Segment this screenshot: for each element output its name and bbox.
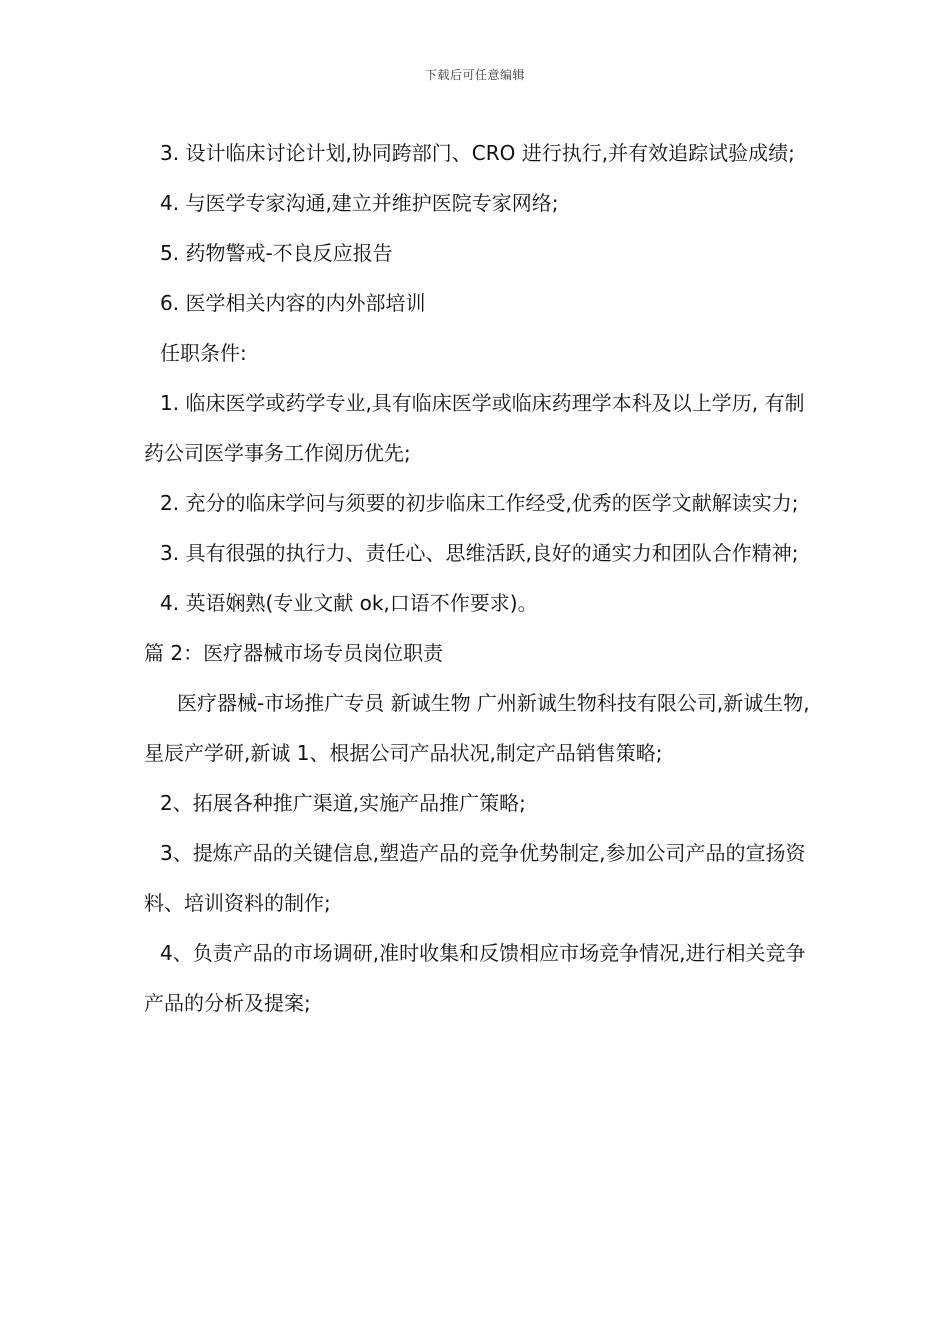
paragraph-task-2: 2、拓展各种推广渠道,实施产品推广策略; xyxy=(160,791,526,815)
paragraph-req-3: 3. 具有很强的执行力、责任心、思维活跃,良好的通实力和团队合作精神; xyxy=(160,541,799,565)
section-heading-requirements: 任职条件: xyxy=(160,341,247,365)
paragraph-task-3: 3、提炼产品的关键信息,塑造产品的竞争优势制定,参加公司产品的宣扬资料、培训资料的制作; xyxy=(144,841,806,915)
paragraph-task-4: 4、负责产品的市场调研,准时收集和反馈相应市场竞争情况,进行相关竞争产品的分析及提案; xyxy=(144,941,806,1015)
paragraph-req-1: 1. 临床医学或药学专业,具有临床医学或临床药理学本科及以上学历, 有制药公司医学事务工作阅历优先; xyxy=(144,391,805,465)
paragraph-intro: 医疗器械-市场推广专员 新诚生物 广州新诚生物科技有限公司,新诚生物,星辰产学研,新诚 1、根据公司产品状况,制定产品销售策略; xyxy=(144,691,810,765)
paragraph-duty-4: 4. 与医学专家沟通,建立并维护医院专家网络; xyxy=(160,191,559,215)
article-title: 篇 2：医疗器械市场专员岗位职责 xyxy=(144,641,444,665)
paragraph-req-2: 2. 充分的临床学问与须要的初步临床工作经受,优秀的医学文献解读实力; xyxy=(160,491,799,515)
document-body xyxy=(144,128,810,1028)
paragraph-duty-6: 6. 医学相关内容的内外部培训 xyxy=(160,291,426,315)
paragraph-duty-3: 3. 设计临床讨论计划,协同跨部门、CRO 进行执行,并有效追踪试验成绩; xyxy=(160,141,795,165)
paragraph-duty-5: 5. 药物警戒-不良反应报告 xyxy=(160,241,393,265)
paragraph-req-4: 4. 英语娴熟(专业文献 ok,口语不作要求)。 xyxy=(160,591,538,615)
header-note: 下载后可任意编辑 xyxy=(424,68,525,82)
